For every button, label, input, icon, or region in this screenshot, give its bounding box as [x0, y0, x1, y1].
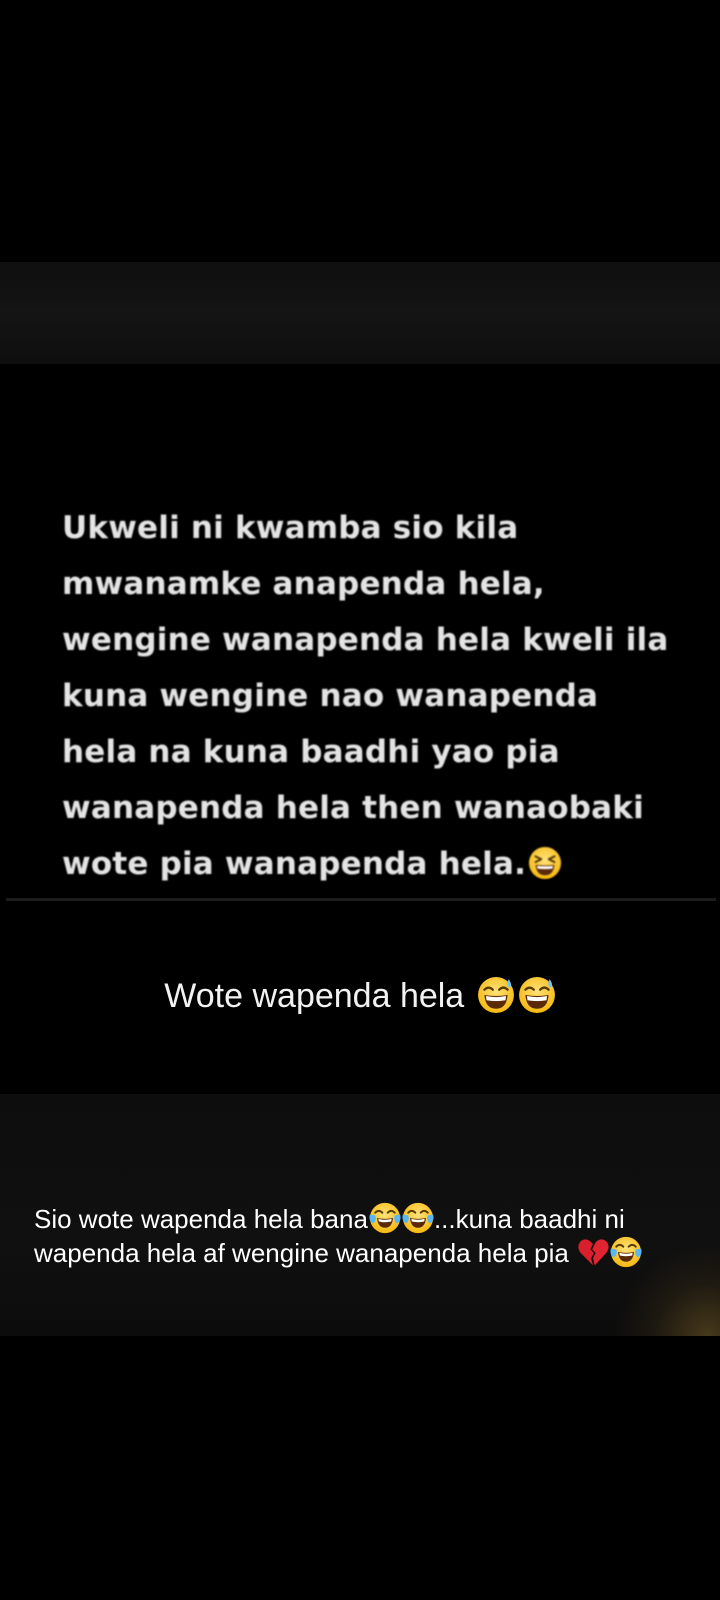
tears-of-joy-icon: [610, 1236, 642, 1268]
reply-text: [34, 1202, 720, 1270]
broken-heart-icon: [577, 1236, 609, 1268]
caption-text: Wote wapenda hela: [164, 977, 465, 1015]
top-gray-band: [0, 262, 720, 364]
reply-text-part2: ...kuna baadhi ni wapenda hela af wengine wanapenda hela pia: [34, 1204, 625, 1268]
quote-line: wengine wanapenda hela kweli ila: [62, 622, 669, 658]
grinning-squinting-face-icon: [528, 846, 562, 880]
quote-line: wote pia wanapenda hela.: [62, 846, 527, 882]
quote-line: kuna wengine nao wanapenda: [62, 678, 599, 714]
grinning-sweat-face-icon: [518, 976, 556, 1014]
quote-line: mwanamke anapenda hela,: [62, 566, 545, 602]
grinning-sweat-face-icon: [477, 976, 515, 1014]
tears-of-joy-icon: [369, 1202, 401, 1234]
status-caption: [0, 974, 720, 1018]
status-image: [0, 364, 720, 1094]
reply-card[interactable]: [0, 1094, 720, 1336]
status-quote-text: [62, 500, 712, 892]
quote-line: hela na kuna baadhi yao pia: [62, 734, 560, 770]
quote-line: wanapenda hela then wanaobaki: [62, 790, 644, 826]
tears-of-joy-icon: [402, 1202, 434, 1234]
quote-line: Ukweli ni kwamba sio kila: [62, 510, 519, 546]
image-divider: [6, 898, 716, 901]
reply-text-part1: Sio wote wapenda hela bana: [34, 1204, 368, 1234]
